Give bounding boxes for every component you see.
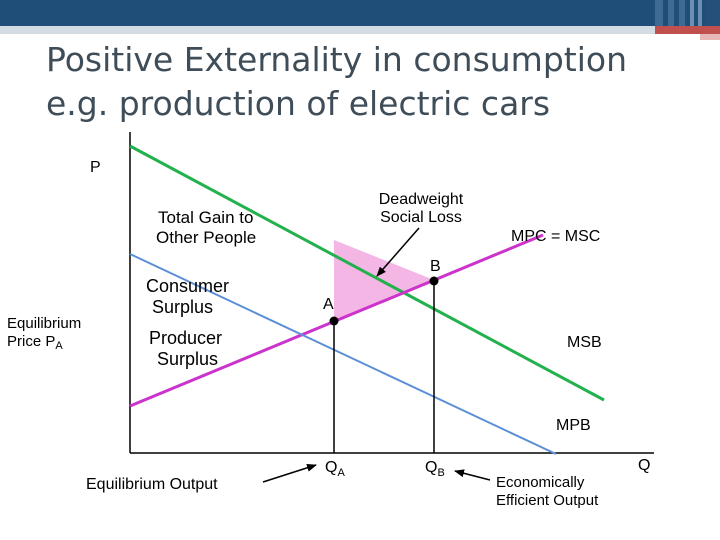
efficient-output-arrow [455,471,490,480]
deadweight-label-line2: Social Loss [380,209,462,226]
producer-surplus-line2: Surplus [157,349,219,369]
point-b-label: B [430,258,441,275]
equilibrium-output-label: Equilibrium Output [86,476,218,493]
total-gain-label-line1: Total Gain to [158,208,254,227]
equilibrium-output-arrow [263,465,316,482]
deadweight-loss-area [334,240,434,320]
consumer-surplus-line1: Consumer [146,276,230,296]
efficient-output-line1: Economically [496,474,585,491]
eq-price-label-line1: Equilibrium [7,315,82,332]
y-axis-label: P [90,159,101,176]
point-a-label: A [323,296,334,313]
efficient-output-line2: Efficient Output [496,492,599,509]
title-line-2: e.g. production of electric cars [46,84,551,123]
x-axis-label: Q [638,457,651,474]
total-gain-label-line2: Other People [156,228,257,247]
point-b-marker [430,277,439,286]
title-line-1: Positive Externality in consumption [46,40,627,79]
mpc-msc-label: MPC = MSC [511,228,601,245]
msb-label: MSB [567,334,602,351]
consumer-surplus-line2: Surplus [152,297,214,317]
eq-price-label-line2: Price $P_A$ [7,333,63,352]
qa-label: $Q_A$ [325,459,345,479]
point-a-marker [330,317,339,326]
producer-surplus-line1: Producer [149,328,223,348]
deadweight-label-line1: Deadweight [378,191,464,208]
qb-label: $Q_B$ [425,459,445,479]
mpb-label: MPB [556,417,591,434]
